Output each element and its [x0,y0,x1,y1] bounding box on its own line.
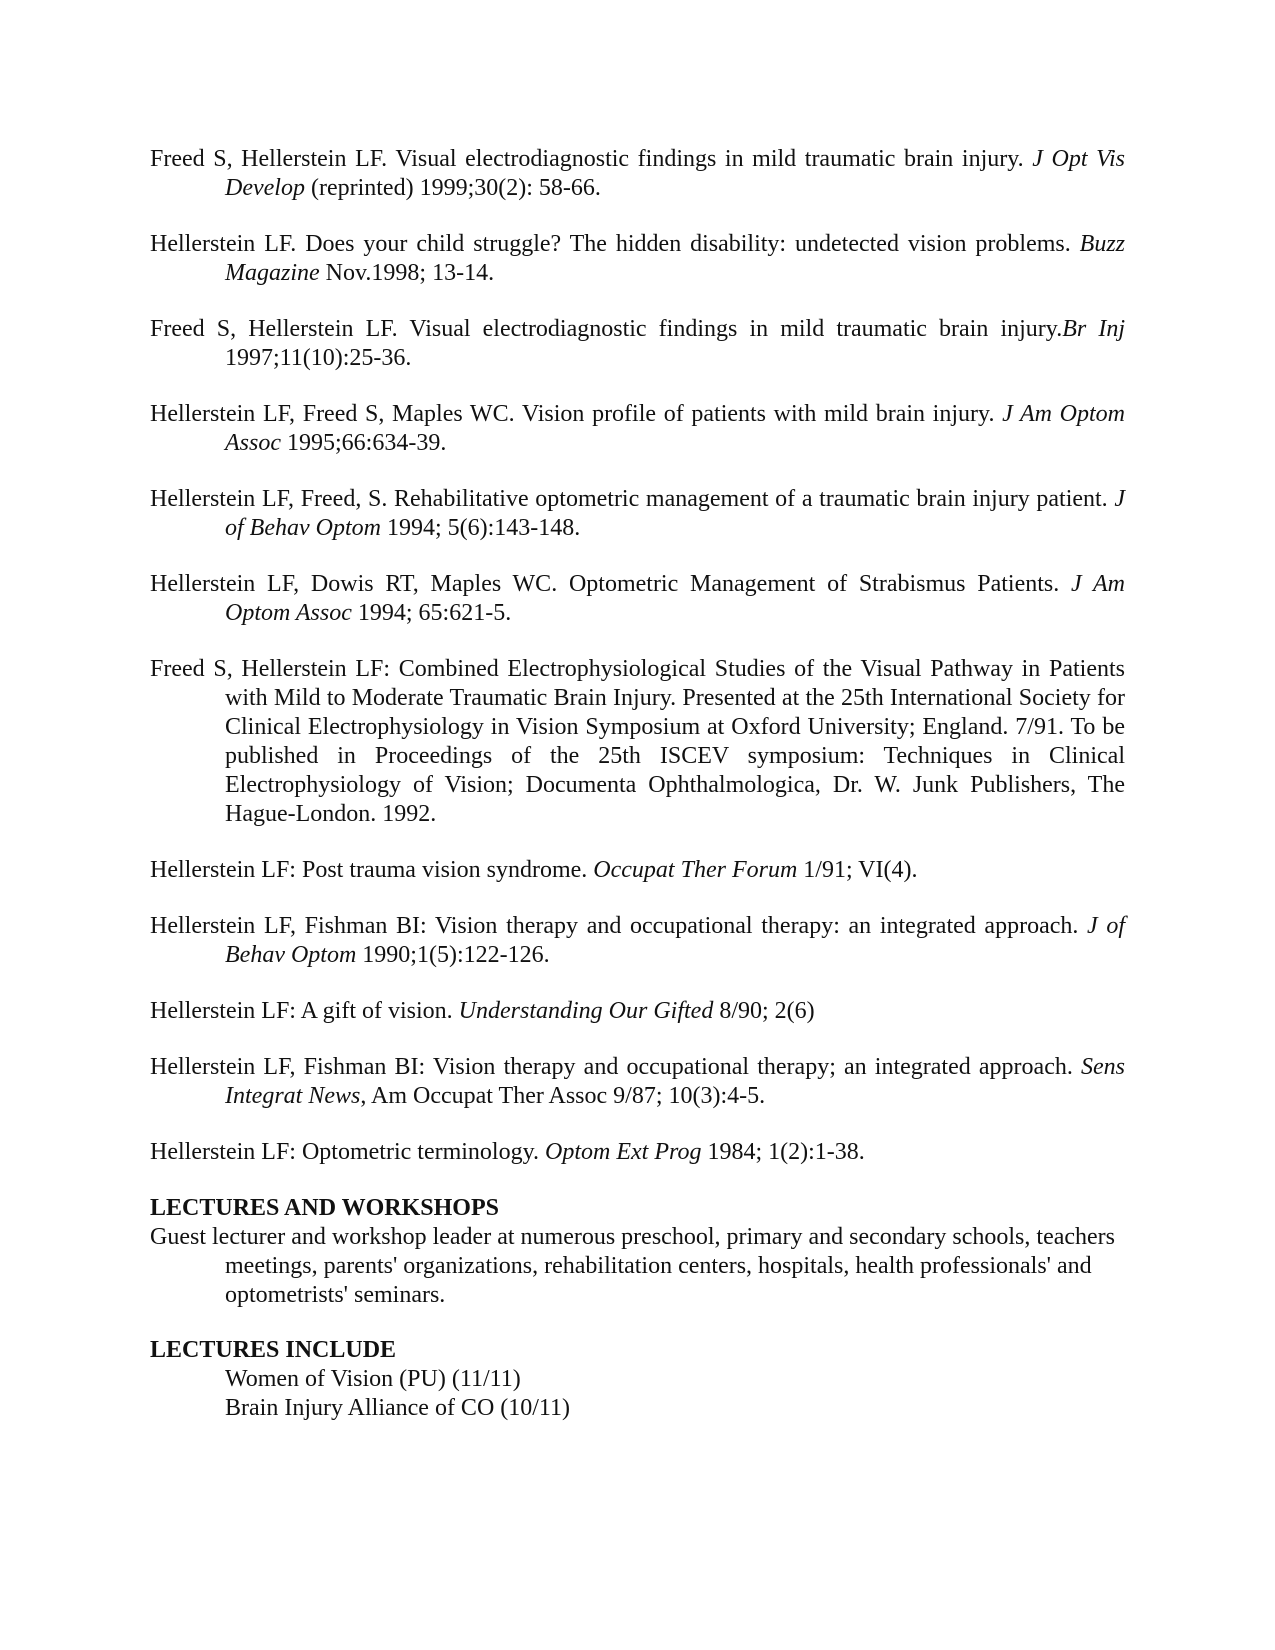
citation-details: , Am Occupat Ther Assoc 9/87; 10(3):4-5. [360,1083,766,1109]
publication-entry [150,570,1125,628]
citation-details: 8/90; 2(6) [713,998,815,1024]
citation-details: 1/91; VI(4). [797,857,918,883]
journal-name: J of Behav Optom [225,486,1125,541]
publication-entry [150,230,1125,288]
publication-entry [150,145,1125,203]
citation-text: Freed S, Hellerstein LF. Visual electrodiagnostic findings in mild traumatic brain injury. [150,316,1063,342]
citation-details: (reprinted) 1999;30(2): 58-66. [304,175,601,201]
publication-entry [150,1053,1125,1111]
lectures-list [150,1365,1125,1423]
citation-text: Hellerstein LF, Freed S, Maples WC. Vision profile of patients with mild brain injury. [150,401,1003,427]
citation-details: 1997;11(10):25-36. [225,345,412,371]
journal-name: J Opt Vis Develop [225,146,1125,201]
publication-entry [150,315,1125,373]
journal-name: Sens Integrat News [225,1054,1125,1109]
publication-entry [150,912,1125,970]
citation-details: 1984; 1(2):1-38. [701,1139,865,1165]
journal-name: J of Behav Optom [225,913,1125,968]
journal-name: Occupat Ther Forum [593,857,798,883]
lecture-item: Brain Injury Alliance of CO (10/11) [225,1395,571,1421]
citation-text: Hellerstein LF, Fishman BI: Vision therapy and occupational therapy: an integrated approach. [150,913,1088,939]
journal-name: Buzz Magazine [225,231,1125,286]
citation-text: Hellerstein LF, Fishman BI: Vision therapy and occupational therapy; an integrated approach. [150,1054,1081,1080]
publication-entry [150,997,1125,1026]
lectures-workshops-heading: LECTURES AND WORKSHOPS [150,1195,499,1221]
lectures-include-heading: LECTURES INCLUDE [150,1337,397,1363]
citation-details: Nov.1998; 13-14. [319,260,495,286]
journal-name: Br Inj [1062,316,1125,342]
citation-text: Freed S, Hellerstein LF. Visual electrodiagnostic findings in mild traumatic brain injury. [150,146,1033,172]
citation-text: Hellerstein LF. Does your child struggle? The hidden disability: undetected vision problems. [150,231,1080,257]
citation-text: Hellerstein LF: Post trauma vision syndrome. [150,857,594,883]
journal-name: J Am Optom Assoc [225,401,1126,456]
lectures-workshops-text: Guest lecturer and workshop leader at numerous preschool, primary and secondary schools, teachers meetings, parents' organizations, rehabilitation centers, hospitals, health professionals' and optometrists' seminars. [150,1224,1116,1308]
publication-entry [150,1138,1125,1167]
citation-text: Hellerstein LF: Optometric terminology. [150,1139,546,1165]
publication-entry [150,856,1125,885]
journal-name: Optom Ext Prog [545,1139,702,1165]
citation-details: 1994; 5(6):143-148. [380,515,581,541]
publication-entry [150,485,1125,543]
publication-entry [150,400,1125,458]
citation-details: 1995;66:634-39. [281,430,447,456]
journal-name: J Am Optom Assoc [225,571,1126,626]
citation-details: 1990;1(5):122-126. [356,942,550,968]
publication-entry [150,655,1125,829]
lecture-item: Women of Vision (PU) (11/11) [225,1366,521,1392]
citation-text: Hellerstein LF, Dowis RT, Maples WC. Optometric Management of Strabismus Patients. [150,571,1072,597]
publication-list [150,145,1125,1167]
citation-text: Hellerstein LF: A gift of vision. [150,998,459,1024]
journal-name: Understanding Our Gifted [458,998,714,1024]
citation-text: Hellerstein LF, Freed, S. Rehabilitative optometric management of a traumatic brain injury patient. [150,486,1115,512]
citation-text: Freed S, Hellerstein LF: Combined Electrophysiological Studies of the Visual Pathway in Patients with Mild to Moderate Traumatic Brain Injury. Presented at the 25th International Society for Clinical Electrophysiology in Vision Symposium at Oxford University; England. 7/91. To be published in Proceedings of the 25th ISCEV symposium: Techniques in Clinical Electrophysiology of Vision; Documenta Ophthalmologica, Dr. W. Junk Publishers, The Hague-London. 1992. [150,656,1125,827]
citation-details: 1994; 65:621-5. [351,600,512,626]
